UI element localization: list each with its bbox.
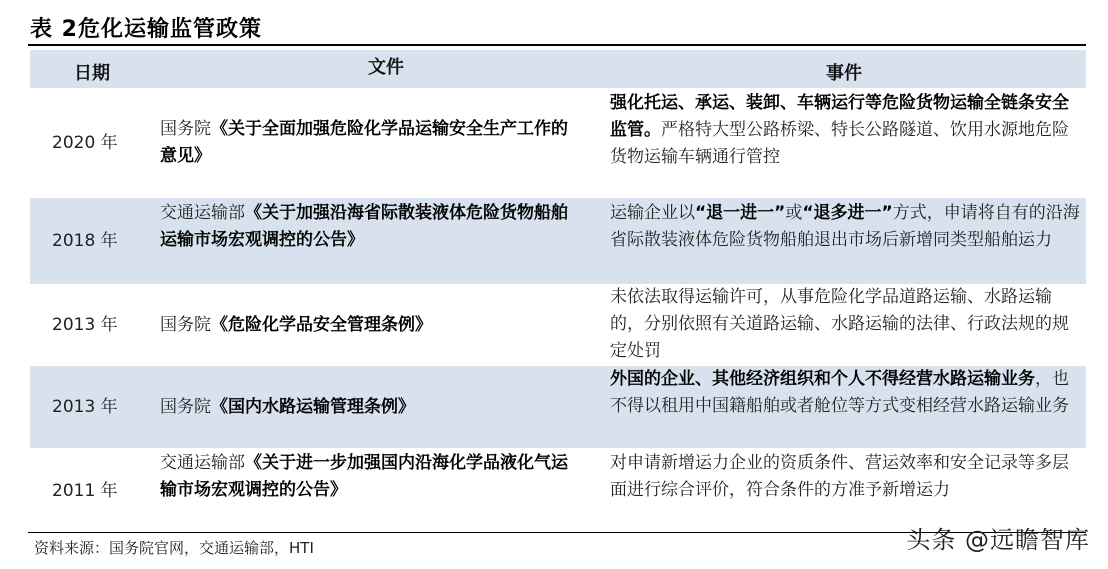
- header-event: 事件: [826, 63, 862, 84]
- event-text: 严格特大型公路桥梁、特长公路隧道、饮用水源地危险货物运输车辆通行管控: [610, 120, 1069, 167]
- row-year: 2011 年: [52, 481, 118, 501]
- event-text: ，也不得以租用中国籍船舶或者舱位等方式变相经营水路运输业务: [610, 369, 1069, 416]
- event-text: 或: [785, 203, 803, 223]
- row-event: [610, 366, 1080, 420]
- table-row: [30, 284, 1086, 366]
- doc-issuer: 交通运输部: [160, 453, 245, 473]
- header-doc: 文件: [368, 57, 404, 78]
- table-row: [30, 88, 1086, 198]
- doc-title: 《关于进一步加强国内沿海化学品液化气运输市场宏观调控的公告》: [160, 453, 568, 500]
- event-bold: “退多进一”: [802, 203, 893, 223]
- doc-issuer: 国务院: [160, 315, 211, 335]
- top-rule: [28, 44, 1086, 46]
- doc-issuer: 交通运输部: [160, 203, 245, 223]
- doc-title: 《关于全面加强危险化学品运输安全生产工作的意见》: [160, 119, 568, 166]
- row-year: 2013 年: [52, 397, 118, 417]
- row-event: [610, 200, 1080, 254]
- row-year: 2018 年: [52, 231, 118, 251]
- event-text: 方式，申请将自有的沿海省际散装液体危险货物船舶退出市场后新增同类型船舶运力: [610, 203, 1080, 250]
- row-doc: [160, 394, 570, 421]
- row-event: [610, 284, 1080, 365]
- event-bold: 强化托运、承运、装卸、车辆运行等危险货物运输全链条安全监管。: [610, 93, 1069, 140]
- row-doc: [160, 312, 570, 339]
- watermark: 头条 @远瞻智库: [906, 526, 1090, 554]
- doc-issuer: 国务院: [160, 119, 211, 139]
- table-row: [30, 198, 1086, 284]
- table-row: [30, 366, 1086, 448]
- event-text: 对申请新增运力企业的资质条件、营运效率和安全记录等多层面进行综合评价，符合条件的方准予新增运力: [610, 453, 1069, 500]
- row-doc: [160, 450, 570, 504]
- doc-title: 《关于加强沿海省际散装液体危险货物船舶运输市场宏观调控的公告》: [160, 203, 568, 250]
- event-bold: 外国的企业、其他经济组织和个人不得经营水路运输业务: [610, 369, 1035, 389]
- row-doc: [160, 200, 570, 254]
- source-note: 资料来源：国务院官网，交通运输部，HTI: [34, 539, 314, 557]
- doc-title: 《国内水路运输管理条例》: [211, 397, 415, 417]
- header-date: 日期: [74, 63, 110, 84]
- row-event: [610, 450, 1080, 504]
- event-bold: “退一进一”: [695, 203, 786, 223]
- table-header: [30, 50, 1086, 88]
- doc-issuer: 国务院: [160, 397, 211, 417]
- row-year: 2013 年: [52, 315, 118, 335]
- event-text: 运输企业以: [610, 203, 695, 223]
- row-doc: [160, 116, 570, 170]
- doc-title: 《危险化学品安全管理条例》: [211, 315, 432, 335]
- event-text: 未依法取得运输许可，从事危险化学品道路运输、水路运输的，分别依照有关道路运输、水路运输的法律、行政法规的规定处罚: [610, 287, 1069, 361]
- row-event: [610, 90, 1080, 171]
- table-title: 表 2危化运输监管政策: [30, 17, 262, 42]
- row-year: 2020 年: [52, 133, 118, 153]
